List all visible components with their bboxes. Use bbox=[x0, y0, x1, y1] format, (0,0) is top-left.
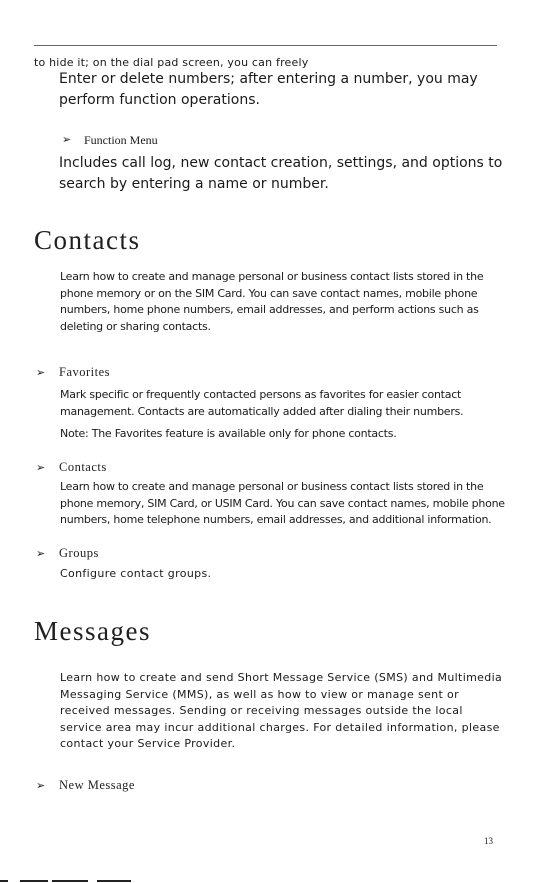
messages-intro: Learn how to create and send Short Message Service (SMS) and Multimedia Messaging Service (MMS), as well as how to view or manage sent or received messages. Sending or receiving messages outside the local service area may incur additional charges. For detailed information, please contact your Service Provider. bbox=[60, 671, 503, 750]
contacts-heading: Contacts bbox=[59, 460, 107, 474]
function-menu-heading: Function Menu bbox=[84, 133, 158, 147]
scan-artifact bbox=[52, 880, 88, 882]
scan-artifact bbox=[97, 880, 131, 882]
continuation-text: to hide it; on the dial pad screen, you can freely bbox=[34, 56, 309, 69]
messages-section-title: Messages bbox=[34, 616, 151, 646]
arrowhead-bullet-icon: ➢ bbox=[36, 547, 46, 560]
contacts-body: Learn how to create and manage personal or business contact lists stored in the phone memory, SIM Card, or USIM Card. You can save contact names, mobile phone numbers, home telephone numbers, email addresses, and additional information. bbox=[60, 480, 505, 526]
header-rule bbox=[34, 45, 497, 46]
arrowhead-bullet-icon: ➢ bbox=[36, 779, 46, 792]
function-menu-body: Includes call log, new contact creation, settings, and options to search by entering a name or number. bbox=[59, 155, 503, 192]
favorites-note: Note: The Favorites feature is available only for phone contacts. bbox=[60, 427, 397, 440]
contacts-section-title: Contacts bbox=[34, 225, 141, 255]
scan-artifact bbox=[0, 880, 8, 882]
groups-body: Configure contact groups. bbox=[60, 567, 212, 580]
scan-artifact bbox=[20, 880, 48, 882]
page-number: 13 bbox=[484, 836, 493, 846]
contacts-intro: Learn how to create and manage personal or business contact lists stored in the phone memory or on the SIM Card. You can save contact names, mobile phone numbers, home phone numbers, email addresses, and perform actions such as deleting or sharing contacts. bbox=[60, 270, 484, 333]
favorites-body: Mark specific or frequently contacted persons as favorites for easier contact management. Contacts are automatically added after dialing their numbers. bbox=[60, 388, 464, 418]
arrowhead-bullet-icon: ➢ bbox=[36, 366, 46, 379]
arrowhead-bullet-icon: ➢ bbox=[36, 461, 46, 474]
new-message-heading: New Message bbox=[59, 778, 135, 792]
groups-heading: Groups bbox=[59, 546, 99, 560]
arrowhead-bullet-icon: ➢ bbox=[62, 133, 72, 146]
dial-pad-paragraph: Enter or delete numbers; after entering a number, you may perform function operations. bbox=[59, 71, 478, 108]
favorites-heading: Favorites bbox=[59, 365, 111, 379]
